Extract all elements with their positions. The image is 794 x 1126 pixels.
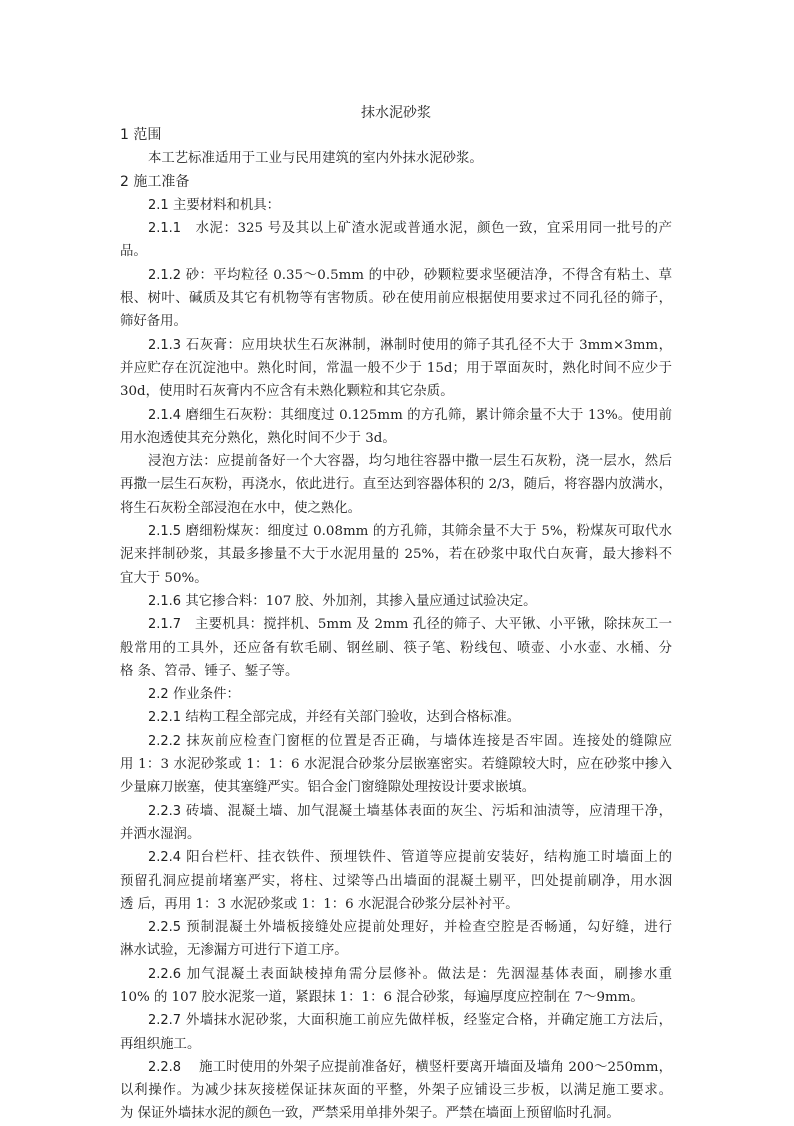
paragraph-line: 泥来拌制砂浆，其最多掺量不大于水泥用量的 25%，若在砂浆中取代白灰膏，最大掺料不 xyxy=(120,547,672,563)
paragraph-line xyxy=(120,706,672,729)
paragraph-line: 并洒水湿润。 xyxy=(120,826,201,842)
paragraph-list xyxy=(120,194,672,1126)
clause-text: 磨细生石灰粉：其细度过 0.125mm 的方孔筛，累计筛余量不大于 13%。使用前 xyxy=(181,407,672,423)
paragraph-2-2-8 xyxy=(120,1056,672,1126)
clause-number: 2.1.2 xyxy=(148,267,182,283)
clause-number: 2.1.3 xyxy=(148,337,182,353)
clause-number: 2.2.2 xyxy=(148,733,182,749)
paragraph-2-2-4 xyxy=(120,846,672,916)
clause-text: 阳台栏杆、挂衣铁件、预埋铁件、管道等应提前安装好，结构施工时墙面上的 xyxy=(181,850,672,866)
paragraph-line xyxy=(120,520,672,543)
paragraph-line: 少量麻刀嵌塞，使其塞缝严实。铝合金门窗缝隙处理按设计要求嵌填。 xyxy=(120,780,536,796)
clause-text: 砂：平均粒径 0.35～0.5mm 的中砂，砂颗粒要求坚硬洁净，不得含有粘土、草 xyxy=(181,267,672,283)
paragraph-2-2-7 xyxy=(120,1009,672,1056)
clause-number: 2.2.7 xyxy=(148,1013,182,1029)
paragraph-line: 10% 的 107 胶水泥浆一道，紧跟抹 1：1：6 混合砂浆，每遍厚度应控制在 7～9mm。 xyxy=(120,989,644,1005)
clause-number: 2.2.5 xyxy=(148,920,182,936)
clause-text: 作业条件： xyxy=(168,687,240,703)
clause-text: 结构工程全部完成，并经有关部门验收，达到合格标准。 xyxy=(181,710,521,726)
paragraph-line xyxy=(120,800,672,823)
paragraph-line xyxy=(120,963,672,986)
clause-text: 石灰膏：应用块状生石灰淋制，淋制时使用的筛子其孔径不大于 3mm×3mm， xyxy=(181,337,672,353)
paragraph-2-1-7 xyxy=(120,613,672,683)
paragraph-line: 为 保证外墙抹水泥的颜色一致，严禁采用单排外架子。严禁在墙面上预留临时孔洞。 xyxy=(120,1106,620,1122)
paragraph-2-2 xyxy=(120,683,672,706)
paragraph-line xyxy=(120,916,672,939)
paragraph-2-1 xyxy=(120,194,672,217)
paragraph-line xyxy=(120,194,672,217)
paragraph-line xyxy=(120,613,672,636)
paragraph-line: 筛好备用。 xyxy=(120,314,187,330)
paragraph-line xyxy=(120,334,672,357)
paragraph-2-1-3 xyxy=(120,334,672,404)
clause-text: 外墙抹水泥砂浆，大面积施工前应先做样板，经鉴定合格，并确定施工方法后， xyxy=(181,1013,672,1029)
paragraph-2-2-2 xyxy=(120,730,672,800)
section-heading-preparation: 2 施工准备 xyxy=(120,173,190,190)
paragraph-line: 品。 xyxy=(120,244,147,260)
paragraph-line: 以利操作。为减少抹灰接槎保证抹灰面的平整，外架子应铺设三步板，以满足施工要求。 xyxy=(120,1083,672,1099)
paragraph-2-2-5 xyxy=(120,916,672,963)
paragraph-line xyxy=(120,1009,672,1032)
paragraph-2-2-3 xyxy=(120,800,672,847)
paragraph-2-1-6 xyxy=(120,590,672,613)
clause-text: 预制混凝土外墙板接缝处应提前处理好，并检查空腔是否畅通，勾好缝，进行 xyxy=(181,920,672,936)
document-title: 抹水泥砂浆 xyxy=(361,105,431,121)
paragraph-line xyxy=(120,404,672,427)
clause-number: 2.2.6 xyxy=(148,966,182,982)
clause-number: 2.1.4 xyxy=(148,407,182,423)
paragraph-line xyxy=(120,683,672,706)
paragraph-line: 般常用的工具外，还应备有软毛刷、钢丝刷、筷子笔、粉线包、喷壶、小水壶、水桶、分 xyxy=(120,640,672,656)
paragraph-line: 预留孔洞应提前堵塞严实，将柱、过梁等凸出墙面的混凝土剔平，凹处提前刷净，用水洇 xyxy=(120,873,672,889)
paragraph-line: 用 1：3 水泥砂浆或 1：1：6 水泥混合砂浆分层嵌塞密实。若缝隙较大时，应在砂浆中掺入 xyxy=(120,757,672,773)
paragraph-2-1-1 xyxy=(120,217,672,264)
clause-number: 2.1 xyxy=(148,197,169,213)
paragraph-2-2-1 xyxy=(120,706,672,729)
clause-number: 2.1.1 xyxy=(148,221,182,237)
clause-text: 水泥：325 号及其以上矿渣水泥或普通水泥，颜色一致，宜采用同一批号的产 xyxy=(181,221,672,237)
paragraph-2-1-2 xyxy=(120,264,672,334)
clause-number: 2.2.3 xyxy=(148,803,182,819)
paragraph-2-1-4 xyxy=(120,404,672,451)
paragraph-2-2-6 xyxy=(120,963,672,1010)
paragraph-line xyxy=(120,1056,672,1079)
paragraph-line: 根、树叶、碱质及其它有机物等有害物质。砂在使用前应根据使用要求过不同孔径的筛子， xyxy=(120,291,672,307)
paragraph-soak xyxy=(120,450,672,520)
section-heading-scope: 1 范围 xyxy=(120,127,162,143)
clause-text: 主要材料和机具： xyxy=(168,197,281,213)
paragraph-line xyxy=(120,217,672,240)
paragraph-line: 浸泡方法：应提前备好一个大容器，均匀地往容器中撒一层生石灰粉，浇一层水，然后 xyxy=(148,454,672,470)
clause-number: 2.2.1 xyxy=(148,710,182,726)
paragraph-line: 透 后，再用 1：3 水泥砂浆或 1：1：6 水泥混合砂浆分层补衬平。 xyxy=(120,896,519,912)
clause-number: 2.1.7 xyxy=(148,617,182,633)
paragraph-line xyxy=(120,590,672,613)
clause-text: 磨细粉煤灰：细度过 0.08mm 的方孔筛，其筛余量不大于 5%，粉煤灰可取代水 xyxy=(181,524,672,540)
paragraph-line: 用水泡透使其充分熟化，熟化时间不少于 3d。 xyxy=(120,430,396,446)
clause-number: 2.2.8 xyxy=(148,1059,182,1075)
paragraph-line: 淋水试验，无渗漏方可进行下道工序。 xyxy=(120,943,348,959)
clause-text: 其它掺合料：107 胶、外加剂，其掺入量应通过试验决定。 xyxy=(181,593,537,609)
clause-number: 2.2.4 xyxy=(148,850,182,866)
paragraph-line: 再组织施工。 xyxy=(120,1036,201,1052)
paragraph-line: 本工艺标准适用于工业与民用建筑的室内外抹水泥砂浆。 xyxy=(148,151,483,167)
paragraph-line: 30d，使用时石灰膏内不应含有未熟化颗粒和其它杂质。 xyxy=(120,384,454,400)
clause-number: 2.1.5 xyxy=(148,524,182,540)
clause-text: 施工时使用的外架子应提前准备好，横竖杆要离开墙面及墙角 200～250mm， xyxy=(181,1059,672,1075)
paragraph-line: 将生石灰粉全部浸泡在水中，使之熟化。 xyxy=(120,500,362,516)
paragraph-line xyxy=(120,730,672,753)
paragraph-line xyxy=(120,846,672,869)
paragraph-line xyxy=(120,264,672,287)
clause-number: 2.2 xyxy=(148,687,169,703)
document-page xyxy=(120,100,672,1126)
paragraph-2-1-5 xyxy=(120,520,672,590)
paragraph-line: 再撒一层生石灰粉，再浇水，依此进行。直至达到容器体积的 2/3，随后，将容器内放满水， xyxy=(120,477,672,493)
paragraph-line: 并应贮存在沉淀池中。熟化时间，常温一般不少于 15d；用于罩面灰时，熟化时间不应少于 xyxy=(120,360,672,376)
paragraph-line: 宜大于 50%。 xyxy=(120,570,208,586)
clause-text: 抹灰前应检查门窗框的位置是否正确，与墙体连接是否牢固。连接处的缝隙应 xyxy=(181,733,672,749)
paragraph-line: 格 条、笤帚、锤子、錾子等。 xyxy=(120,663,299,679)
clause-text: 砖墙、混凝土墙、加气混凝土墙基体表面的灰尘、污垢和油渍等，应清理干净， xyxy=(181,803,672,819)
clause-text: 加气混凝土表面缺棱掉角需分层修补。做法是：先洇湿基体表面，刷掺水重 xyxy=(181,966,672,982)
clause-number: 2.1.6 xyxy=(148,593,182,609)
clause-text: 主要机具：搅拌机、5mm 及 2mm 孔径的筛子、大平锹、小平锹，除抹灰工一 xyxy=(181,617,672,633)
paragraph-scope xyxy=(120,147,672,170)
